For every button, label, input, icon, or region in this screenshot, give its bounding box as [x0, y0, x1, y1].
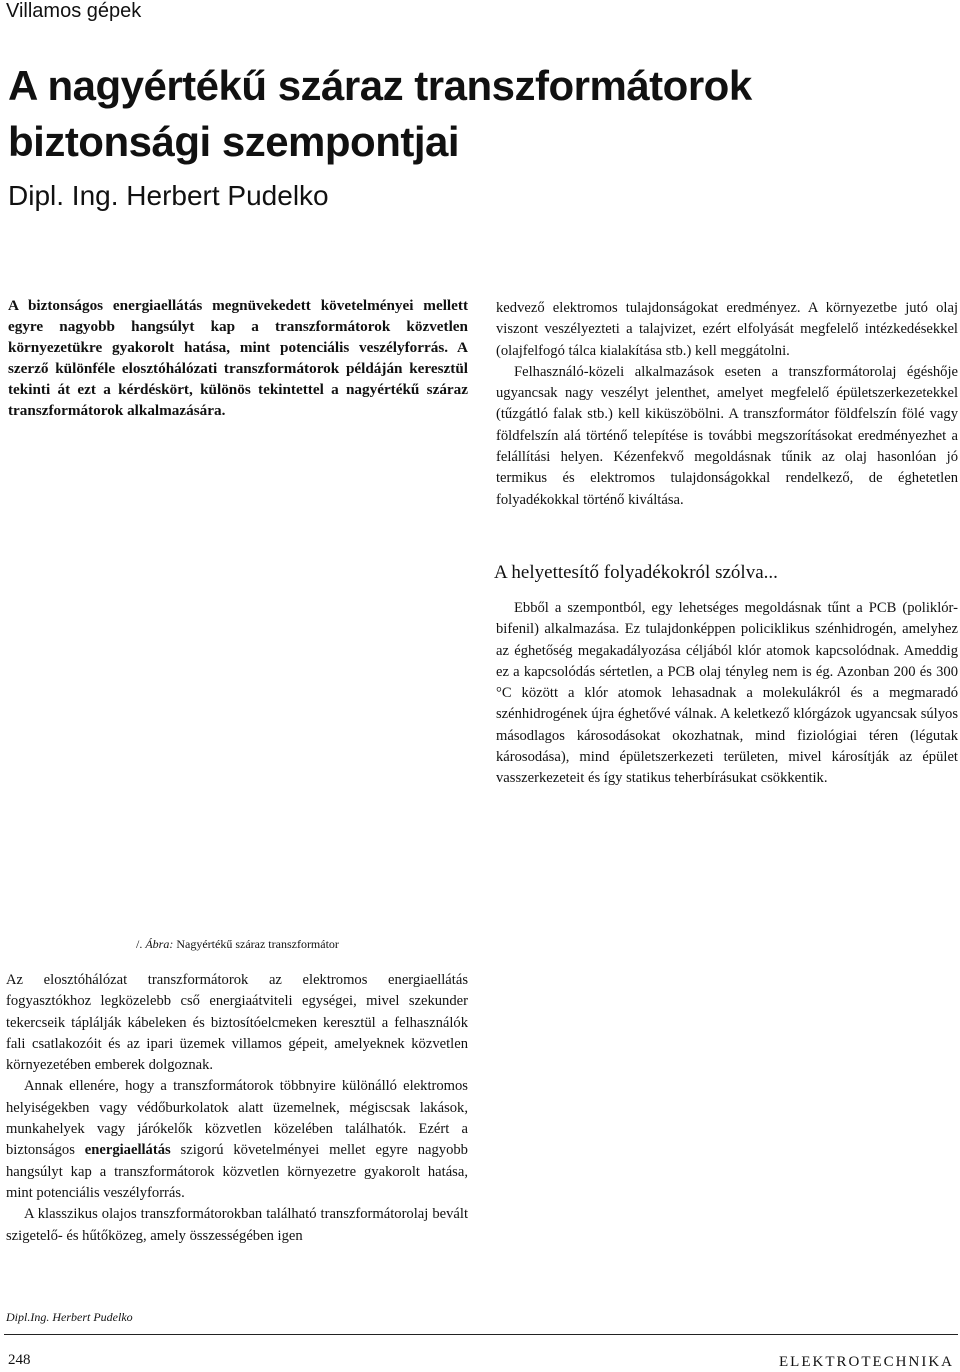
- title-line-1: A nagyértékű száraz transzformátorok: [8, 62, 752, 109]
- article-title: [8, 58, 908, 170]
- paragraph: A klasszikus olajos transzformátorokban található transzformátorolaj bevált szigetelő- és hűtőközeg, amely összességében igen: [6, 1206, 468, 1244]
- left-column-bottom: [6, 970, 468, 1247]
- page-number: 248: [8, 1352, 31, 1368]
- paragraph: [6, 1076, 468, 1204]
- journal-name: ELEKTROTECHNIKA: [779, 1354, 954, 1370]
- paragraph: Ebből a szempontból, egy lehetséges megoldásnak tűnt a PCB (poliklór-bifenil) alkalmazása. Ez tulajdonképpen policiklikus szénhidrogén, amelyhez az éghetőség megakadályozása céljából klór atomok kapcsolódnak. Ameddig ez a kapcsolódás sértetlen, a PCB olaj tényleg nem is ég. Azonban 200 és 300 °C között a klór atomok lehasadnak a molekulákról és a megmaradó szénhidrogének újra éghetővé válnak. A keletkező klórgázok ugyancsak súlyos másodlagos károsodásokat okozhatnak, mind fiziológiai téren (légutak károsodása), mind épületszerkezeti területen, mivel károsítják az épület vasszerkezeteit és így statikus teherbírásukat csökkentik.: [496, 600, 958, 787]
- paragraph-text: Annak ellenére, hogy a transzformátorok többnyire különálló elektromos helyiségekben vagy védőburkolatok alatt üzemelnek, mégiscsak lakások, munkahelyek vagy járókelők közvetlen közelében találhatók. Ezért a biztonságos: [6, 1078, 468, 1159]
- paragraph: Az elosztóhálózat transzformátorok az elektromos energiaellátás fogyasztókhoz legközelebb cső energiaátviteli egységei, mivel szekunder tekercseik táplálják kábeleken és biztosítóelcmeken keresztül a felhasználók fali csatlakozóit és az ipari üzemek villamos gépeit, amelyeknek közvetlen környezetében emberek dolgoznak.: [6, 972, 468, 1074]
- paragraph-text: szigorú követelményei mellet egyre nagyobb hangsúlyt kap a transzformátorok közvetlen környezetre gyakorolt hatása, mint potenciális veszélyforrás.: [6, 1142, 468, 1201]
- section-label: Villamos gépek: [6, 0, 142, 22]
- figure-caption-text: Nagyértékű száraz transzformátor: [176, 937, 339, 951]
- paragraph: Felhasználó-közeli alkalmazások eseten a transzformátorolaj égéshője ugyancsak nagy veszélyt jelenthet, amelyet megfelelő épületszerkezetekkel (tűzgátló falak stb.) kell kiküszöbölni. A transzformátor földfelszín fölé vagy földfelszín alá történő telepítése is további megszorításokat eredményezhet a felállítási helyen. Kézenfekvő megoldásnak tűnik az olaj hasonlóan jó termikus és elektromos tulajdonságokkal rendelkező, de éghetetlen folyadékokkal történő kiváltása.: [496, 363, 958, 508]
- right-column-middle: [496, 598, 958, 790]
- bold-term: energiaellátás: [84, 1142, 171, 1159]
- article-author: Dipl. Ing. Herbert Pudelko: [8, 180, 329, 211]
- paragraph: kedvező elektromos tulajdonságokat eredményez. A környezetbe jutó olaj viszont veszélyezteti a talajvizet, ezért elfolyását megfelelő intézkedésekkel (olajfelfogó tálca kialakítása stb.) kell meggátolni.: [496, 300, 958, 359]
- figure-caption: [136, 937, 339, 952]
- section-heading: A helyettesítő folyadékokról szólva...: [494, 562, 778, 583]
- lead-paragraph: A biztonságos energiaellátás megnüvekedett követelményei mellett egyre nagyobb hangsúlyt kap a transzformátorok közvetlen környezetükre gyakorolt hatása, mint potenciális veszélyforrás. A szerző különféle elosztóhálózati transzformátorok példáján keresztül tekinti át ezt a kérdéskört, különös tekintettel a nagyértékű száraz transzformátorok alkalmazására.: [8, 297, 468, 419]
- footer-author: Dipl.Ing. Herbert Pudelko: [6, 1310, 133, 1324]
- footer-divider: [4, 1334, 958, 1335]
- right-column-top: [496, 298, 958, 511]
- figure-label: Ábra:: [145, 937, 174, 951]
- title-line-2: biztonsági szempontjai: [8, 118, 460, 165]
- figure-number: /.: [136, 937, 143, 951]
